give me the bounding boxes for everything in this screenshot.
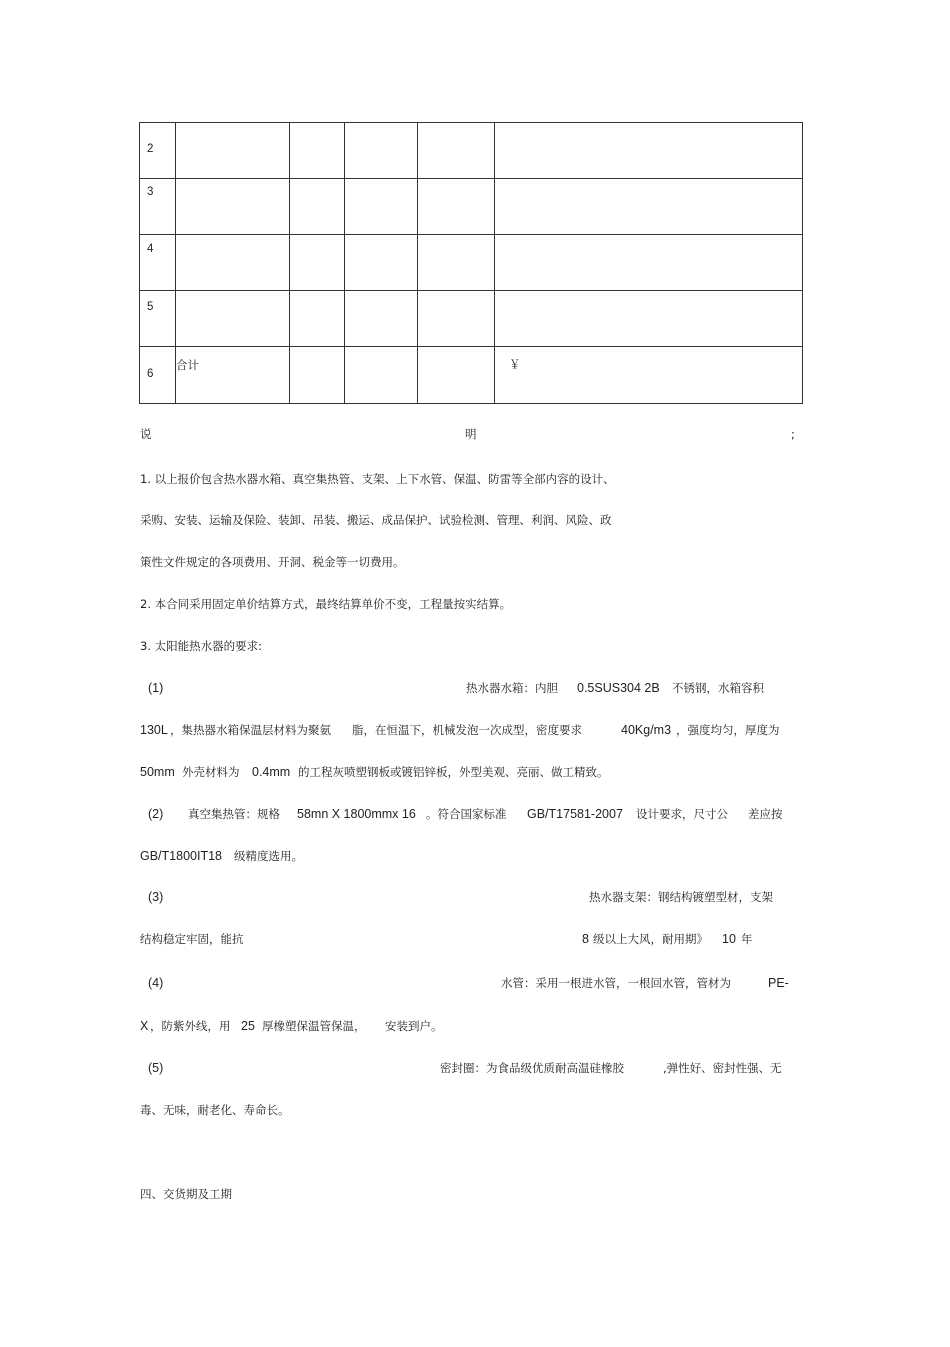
s1-text-k: 0.4mm [252,765,291,779]
s2-number: (2) [148,807,164,821]
item-name-cell [176,179,290,235]
row-index: 3 [140,179,176,235]
s1-text-h: ，强度均匀，厚度为 [676,723,780,737]
table-cell [290,291,345,347]
item3-text: 3. 太阳能热水器的要求: [140,639,263,653]
s1-text-f: 脂，在恒温下，机械发泡一次成型，密度要求 [352,723,582,737]
s4-text-c: X [140,1019,149,1033]
s4-text-d: ，防紫外线，用 [150,1019,231,1033]
table-cell [418,347,495,404]
explain-char-1: 说 [140,427,152,441]
table-cell [290,347,345,404]
s1-text-i: 50mm [140,765,175,779]
table-cell [345,347,418,404]
s3-text-e: 10 [722,932,736,946]
item-name-cell [176,235,290,291]
total-cell [495,123,803,179]
table-cell [418,235,495,291]
table-cell [345,291,418,347]
s5-text-c: 毒、无味，耐老化、寿命长。 [140,1103,290,1117]
section4-heading: 四、交货期及工期 [140,1187,232,1201]
s2-text-h: 级精度选用。 [234,849,303,863]
row-index: 4 [140,235,176,291]
row-index: 6 [140,347,176,404]
s2-text-c: 。符合国家标准 [426,807,507,821]
s1-text-a: 热水器水箱：内胆 [466,681,558,695]
table-cell [418,291,495,347]
s4-text-a: 水管：采用一根进水管，一根回水管，管材为 [501,976,731,990]
item1-line2: 采购、安装、运输及保险、装卸、吊装、搬运、成品保护、试验检测、管理、利润、风险、政 [140,513,612,527]
table-row [140,179,803,235]
explain-char-2: 明 [465,427,477,441]
table-cell [290,123,345,179]
table-cell [290,179,345,235]
table-cell [418,179,495,235]
s3-text-b: 结构稳定牢固，能抗 [140,932,244,946]
row-index: 2 [140,123,176,179]
s2-text-b: 58mn X 1800mmx 16 [297,807,416,821]
s3-text-f: 年 [741,932,753,946]
s3-number: (3) [148,890,164,904]
s2-text-g: GB/T1800IT18 [140,849,222,863]
table-row [140,123,803,179]
s5-number: (5) [148,1061,164,1075]
s1-text-d: 130L [140,723,168,737]
price-table [139,122,803,404]
s2-text-a: 真空集热管：规格 [188,807,280,821]
s3-text-c: 8 [582,932,589,946]
s1-text-e: ，集热器水箱保温层材料为聚氨 [170,723,331,737]
s3-text-a: 热水器支架：钢结构镀塑型材，支架 [589,890,773,904]
total-label-cell: 合计 [176,347,290,404]
s1-text-l: 的工程灰喷塑钢板或镀铝锌板，外型美观、亮丽、做工精致。 [298,765,609,779]
s5-text-a: 密封圈：为食品级优质耐高温硅橡胶 [440,1061,624,1075]
table-row [140,291,803,347]
s1-text-c: 不锈钢，水箱容积 [672,681,764,695]
s4-text-g: 安装到户。 [385,1019,443,1033]
s5-text-b: ,弹性好、密封性强、无 [663,1061,782,1075]
table-cell [290,235,345,291]
item1-line1: 1. 以上报价包含热水器水箱、真空集热管、支架、上下水管、保温、防雷等全部内容的设计、 [140,472,615,486]
table-cell [345,235,418,291]
s2-text-f: 差应按 [748,807,783,821]
s4-text-b: PE- [768,976,789,990]
item2-text: 2. 本合同采用固定单价结算方式，最终结算单价不变，工程量按实结算。 [140,597,512,611]
total-cell [495,179,803,235]
s4-text-e: 25 [241,1019,255,1033]
total-cell [495,291,803,347]
item-name-cell [176,123,290,179]
s3-text-d: 级以上大风，耐用期》 [593,932,708,946]
s1-text-g: 40Kg/m3 [621,723,672,737]
s1-text-j: 外壳材料为 [182,765,240,779]
s4-number: (4) [148,976,164,990]
table-row-total [140,347,803,404]
s1-number: (1) [148,681,164,695]
total-amount-cell: ￥ [495,347,803,404]
explain-char-3: ; [791,427,795,441]
row-index: 5 [140,291,176,347]
table-cell [345,179,418,235]
s2-text-d: GB/T17581-2007 [527,807,623,821]
total-cell [495,235,803,291]
s2-text-e: 设计要求，尺寸公 [636,807,728,821]
item-name-cell [176,291,290,347]
table-cell [418,123,495,179]
s4-text-f: 厚橡塑保温管保温， [262,1019,366,1033]
item1-line3: 策性文件规定的各项费用、开洞、税金等一切费用。 [140,555,405,569]
table-row [140,235,803,291]
table-cell [345,123,418,179]
s1-text-b: 0.5SUS304 2B [577,681,660,695]
